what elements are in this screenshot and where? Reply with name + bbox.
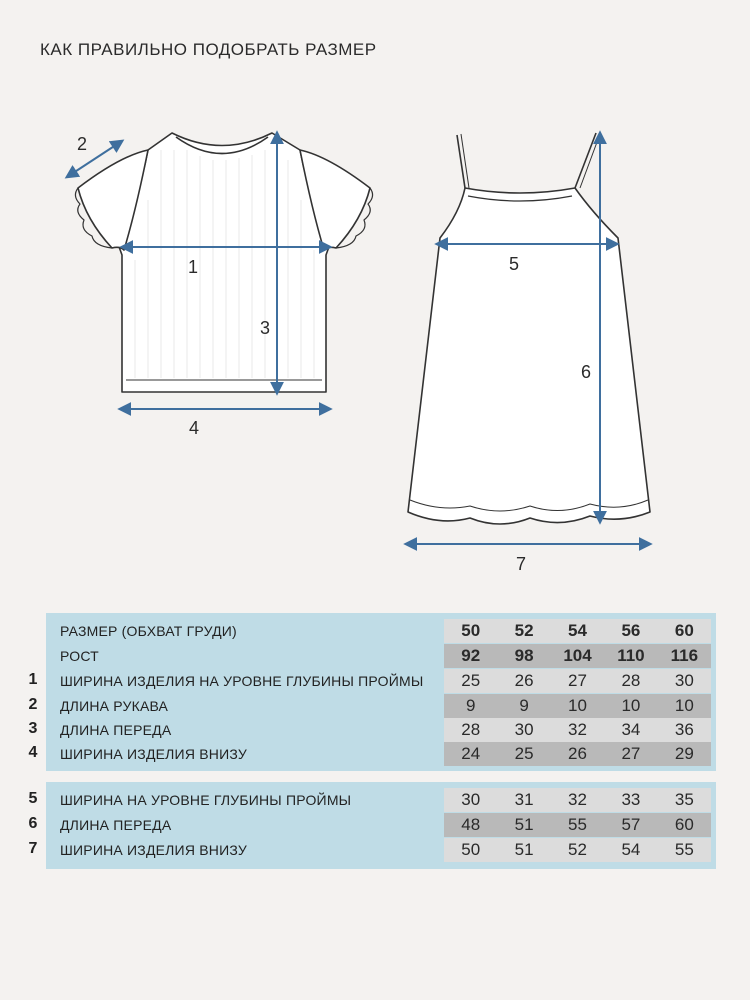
cell: 104: [563, 646, 592, 665]
cell: 98: [514, 646, 534, 665]
cell: 10: [674, 696, 694, 715]
cell: 26: [514, 671, 534, 690]
table-row: [28, 838, 716, 862]
page-title: КАК ПРАВИЛЬНО ПОДОБРАТЬ РАЗМЕР: [40, 40, 377, 59]
row-label: ШИРИНА НА УРОВНЕ ГЛУБИНЫ ПРОЙМЫ: [60, 792, 352, 808]
cell: 9: [465, 696, 476, 715]
row-label: ДЛИНА ПЕРЕДА: [60, 722, 172, 738]
measure-label-6: 6: [581, 362, 592, 382]
cell: 55: [568, 815, 587, 834]
cell: 29: [674, 744, 694, 763]
table-row-size: [46, 619, 716, 643]
measure-label-5: 5: [509, 254, 520, 274]
cell: 26: [568, 744, 587, 763]
cell: 30: [514, 720, 534, 739]
cell: 31: [514, 790, 534, 809]
row-number: 3: [28, 720, 38, 737]
size-table-dress: [28, 782, 716, 869]
cell: 57: [621, 815, 641, 834]
cell: 60: [674, 815, 694, 834]
row-label: ДЛИНА ПЕРЕДА: [60, 817, 172, 833]
measure-label-4: 4: [189, 418, 200, 438]
cell: 27: [621, 744, 641, 763]
table-row: [28, 788, 716, 812]
row-number: 2: [28, 696, 38, 713]
cell: 32: [568, 790, 587, 809]
cell: 35: [674, 790, 694, 809]
cell: 60: [674, 621, 694, 640]
cell: 52: [514, 621, 534, 640]
cell: 56: [621, 621, 641, 640]
cell: 10: [621, 696, 641, 715]
cell: 32: [568, 720, 587, 739]
cell: 110: [617, 646, 645, 665]
cell: 51: [514, 815, 534, 834]
cell: 27: [568, 671, 587, 690]
cell: 92: [461, 646, 481, 665]
cell: 54: [568, 621, 587, 640]
cell: 36: [674, 720, 694, 739]
cell: 54: [621, 840, 641, 859]
row-label: ШИРИНА ИЗДЕЛИЯ ВНИЗУ: [60, 842, 247, 858]
cell: 34: [621, 720, 641, 739]
cell: 116: [670, 646, 699, 665]
cell: 28: [621, 671, 641, 690]
table-row: [28, 694, 716, 718]
table-row: [28, 742, 716, 766]
table-row: [28, 718, 716, 742]
row-number: 1: [28, 671, 38, 688]
dress-illustration: [408, 133, 650, 524]
size-table-tshirt: [28, 613, 716, 771]
row-label: ШИРИНА ИЗДЕЛИЯ ВНИЗУ: [60, 746, 247, 762]
cell: 51: [514, 840, 534, 859]
cell: 33: [621, 790, 641, 809]
table-row: [28, 813, 716, 837]
table-row: [28, 669, 716, 693]
cell: 30: [461, 790, 481, 809]
cell: 10: [568, 696, 587, 715]
cell: 50: [461, 621, 481, 640]
table-row-height: [46, 644, 716, 668]
cell: 50: [461, 840, 481, 859]
measure-label-1: 1: [188, 257, 199, 277]
cell: 28: [461, 720, 481, 739]
measure-label-7: 7: [516, 554, 527, 574]
cell: 9: [519, 696, 529, 715]
row-label: РОСТ: [60, 648, 99, 664]
cell: 55: [674, 840, 694, 859]
cell: 24: [461, 744, 481, 763]
tshirt-illustration: [75, 133, 372, 392]
cell: 25: [514, 744, 534, 763]
row-number: 7: [28, 840, 38, 857]
row-number: 4: [28, 744, 38, 761]
row-label: ШИРИНА ИЗДЕЛИЯ НА УРОВНЕ ГЛУБИНЫ ПРОЙМЫ: [60, 673, 424, 689]
row-number: 5: [28, 790, 38, 807]
cell: 25: [461, 671, 481, 690]
row-label: ДЛИНА РУКАВА: [60, 698, 169, 714]
cell: 30: [674, 671, 694, 690]
measure-label-3: 3: [260, 318, 271, 338]
measure-label-2: 2: [77, 134, 88, 154]
row-number: 6: [28, 815, 38, 832]
cell: 48: [461, 815, 481, 834]
row-label: РАЗМЕР (ОБХВАТ ГРУДИ): [60, 623, 237, 639]
cell: 52: [568, 840, 587, 859]
